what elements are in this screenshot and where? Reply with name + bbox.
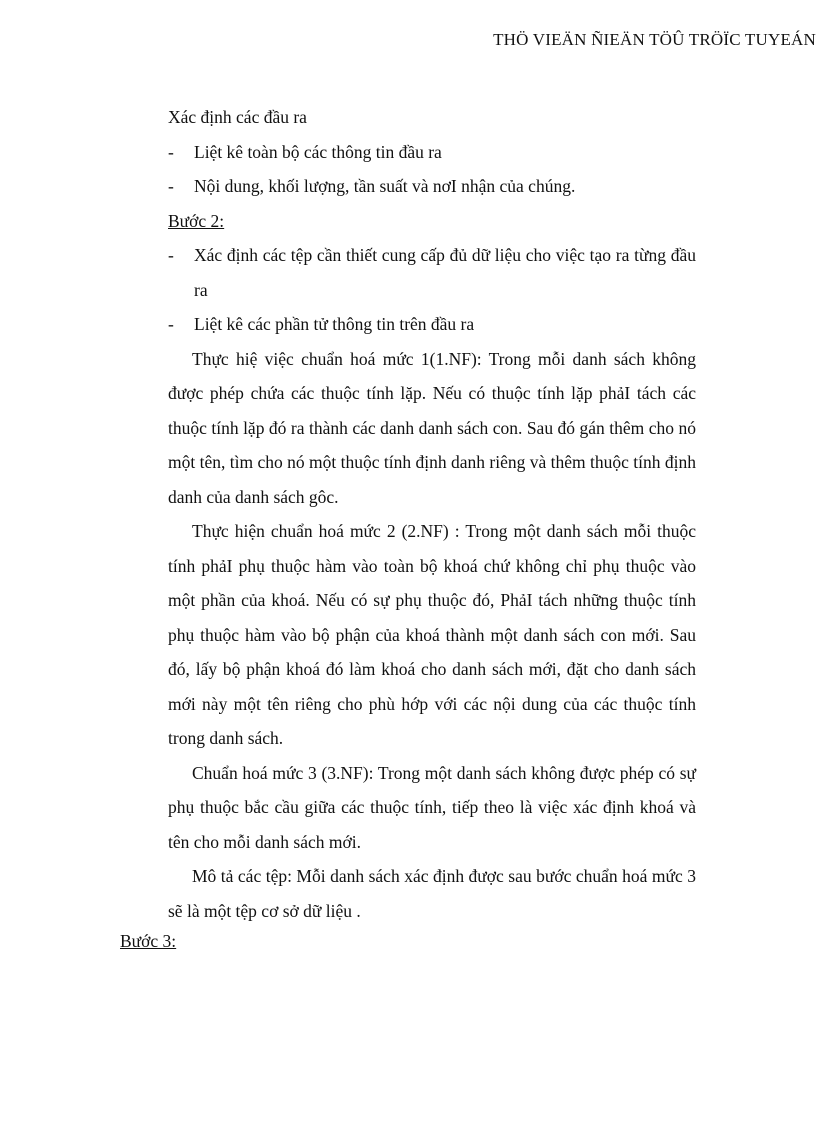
list-item: [168, 238, 696, 307]
list-item: [168, 135, 696, 170]
list-item-text: Liệt kê các phần tử thông tin trên đầu ra: [194, 314, 475, 334]
paragraph-normalization-3nf: Chuẩn hoá mức 3 (3.NF): Trong một danh sách không được phép có sự phụ thuộc bắc cầu giữa các thuộc tính, tiếp theo là việc xác định khoá và tên cho mỗi danh sách mới.: [168, 762, 696, 852]
bullet-dash: -: [168, 314, 174, 334]
bullet-dash: -: [168, 141, 174, 162]
paragraph-normalization-1nf: Thực hiệ việc chuẩn hoá mức 1(1.NF): Trong mỗi danh sách không được phép chứa các thuộc tính lặp. Nếu có thuộc tính lặp phảI tách các thuộc tính lặp đó ra thành các danh danh sách con. Sau đó gán thêm cho nó một tên, tìm cho nó một thuộc tính định danh riêng và thêm thuộc tính định danh của danh sách gôc.: [168, 348, 696, 507]
step-3-heading: Bước 3:: [120, 931, 177, 951]
list-item: [168, 307, 696, 342]
list-item-text: Nội dung, khối lượng, tần suất và nơI nhận của chúng.: [194, 176, 576, 196]
list-item-text: Xác định các tệp cần thiết cung cấp đủ dữ liệu cho việc tạo ra từng đầu ra: [194, 245, 696, 300]
step-2-heading: Bước 2:: [168, 210, 225, 231]
paragraph-file-description: Mô tả các tệp: Mỗi danh sách xác định được sau bước chuẩn hoá mức 3 sẽ là một tệp cơ sở dữ liệu .: [168, 866, 696, 921]
page-header-title: THÖ VIEÄN ÑIEÄN TÖÛ TRÖÏC TUYEÁN: [493, 30, 816, 49]
list-item: [168, 169, 696, 204]
bullet-dash: -: [168, 245, 174, 265]
document-body: [168, 100, 696, 928]
paragraph-normalization-2nf: Thực hiện chuẩn hoá mức 2 (2.NF) : Trong một danh sách mỗi thuộc tính phảI phụ thuộc hàm vào toàn bộ khoá chứ không chỉ phụ thuộc vào một phần của khoá. Nếu có sự phụ thuộc đó, PhảI tách những thuộc tính phụ thuộc hàm vào bộ phận của khoá thành một danh sách con mới. Sau đó, lấy bộ phận khoá đó làm khoá cho danh sách mới, đặt cho danh sách mới này một tên riêng cho phù hớp với các nội dung của các thuộc tính trong danh sách.: [168, 521, 696, 748]
bullet-dash: -: [168, 176, 174, 196]
list-item-text: Liệt kê toàn bộ các thông tin đầu ra: [194, 141, 442, 162]
section-title: Xác định các đầu ra: [168, 107, 307, 127]
